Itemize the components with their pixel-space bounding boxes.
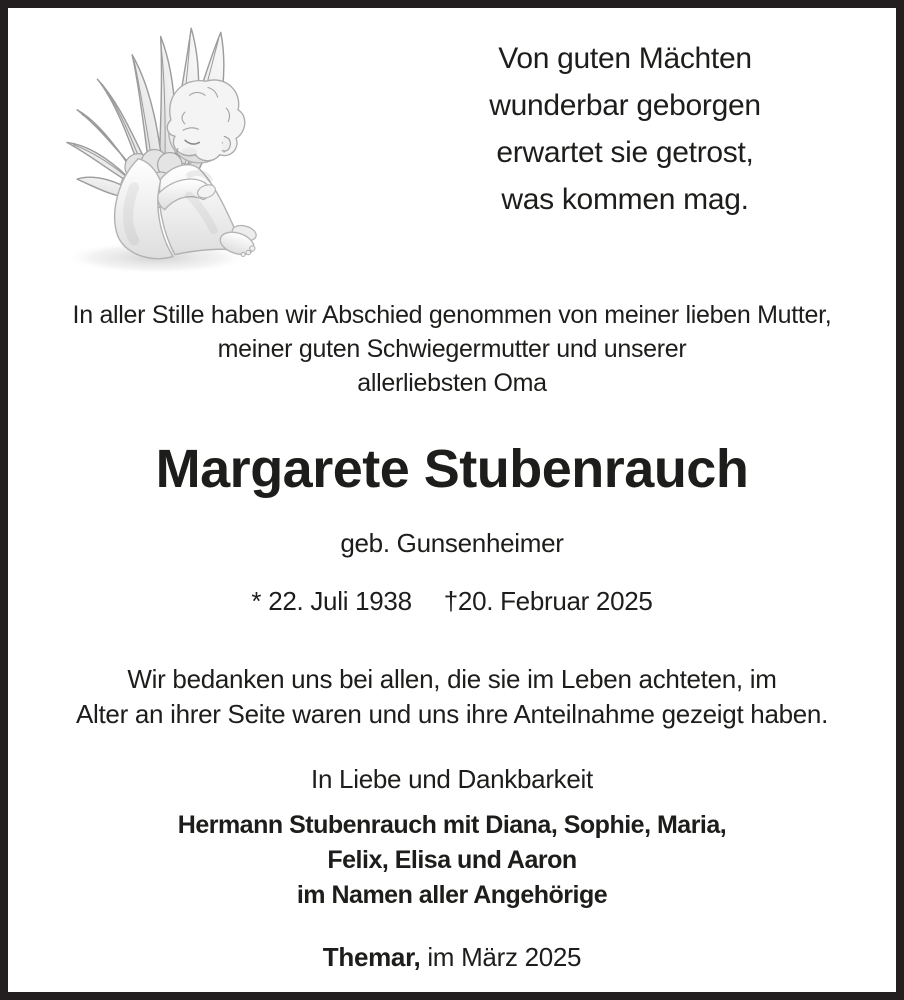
thanks-paragraph bbox=[8, 662, 896, 732]
thanks-line: Wir bedanken uns bei allen, die sie im Leben achteten, im bbox=[127, 664, 777, 694]
family-names bbox=[8, 808, 896, 913]
death-cross-icon: † bbox=[443, 586, 458, 616]
birth-date bbox=[251, 586, 411, 616]
death-date bbox=[444, 586, 653, 616]
maiden-name: geb. Gunsenheimer bbox=[340, 528, 564, 558]
birth-star-icon: * bbox=[251, 586, 262, 616]
family-line: im Namen aller Angehörige bbox=[296, 881, 608, 909]
intro-line: meiner guten Schwiegermutter und unserer bbox=[217, 335, 687, 363]
poem-line: Von guten Mächten bbox=[498, 42, 752, 75]
family-line: Felix, Elisa und Aaron bbox=[327, 846, 577, 874]
date: im März 2025 bbox=[420, 942, 582, 972]
poem-line: was kommen mag. bbox=[501, 183, 749, 216]
poem-line: wunderbar geborgen bbox=[489, 89, 761, 122]
place-and-date bbox=[8, 940, 896, 974]
thanks-line: Alter an ihrer Seite waren und uns ihre Anteilnahme gezeigt haben. bbox=[75, 699, 829, 729]
intro-paragraph bbox=[8, 298, 896, 400]
family-line: Hermann Stubenrauch mit Diana, Sophie, Maria, bbox=[177, 811, 727, 839]
deceased-name: Margarete Stubenrauch bbox=[155, 439, 749, 499]
angel-figurine-image bbox=[36, 14, 271, 279]
life-dates bbox=[8, 584, 896, 618]
intro-line: In aller Stille haben wir Abschied genommen von meiner lieben Mutter, bbox=[72, 301, 832, 329]
closing-line: In Liebe und Dankbarkeit bbox=[311, 764, 593, 794]
poem bbox=[448, 35, 802, 223]
death-date-text: 20. Februar 2025 bbox=[457, 586, 653, 616]
birth-date-text: 22. Juli 1938 bbox=[268, 586, 412, 616]
intro-line: allerliebsten Oma bbox=[357, 369, 547, 397]
poem-line: erwartet sie getrost, bbox=[496, 136, 754, 169]
place: Themar, bbox=[322, 942, 421, 972]
